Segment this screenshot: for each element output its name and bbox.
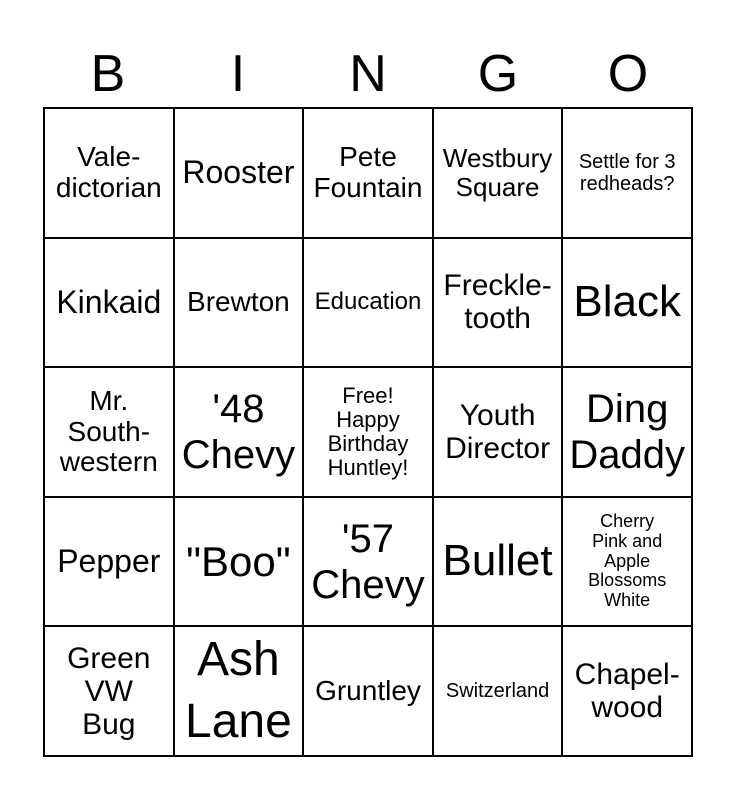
header-letter-b: B [90,45,126,103]
header-letter-n: N [349,45,387,103]
bingo-cell[interactable]: "Boo" [174,497,304,627]
bingo-cell[interactable]: Switzerland [433,626,563,756]
bingo-cell[interactable]: Education [303,238,433,368]
bingo-cell[interactable]: Pepper [44,497,174,627]
bingo-cell[interactable]: Gruntley [303,626,433,756]
bingo-cell[interactable]: Bullet [433,497,563,627]
bingo-cell[interactable]: Brewton [174,238,304,368]
bingo-header [43,40,693,108]
bingo-cell[interactable]: Kinkaid [44,238,174,368]
free-space: Free! Happy Birthday Huntley! [303,367,433,497]
header-letter-o: O [607,45,649,103]
bingo-cell[interactable]: Rooster [174,108,304,238]
bingo-cell[interactable]: '48 Chevy [174,367,304,497]
header-letter-g: G [477,45,519,103]
bingo-cell[interactable]: Vale- dictorian [44,108,174,238]
bingo-cell[interactable]: Youth Director [433,367,563,497]
bingo-cell[interactable]: Chapel- wood [562,626,692,756]
bingo-cell[interactable]: Ding Daddy [562,367,692,497]
bingo-cell[interactable]: Black [562,238,692,368]
bingo-cell[interactable]: Green VW Bug [44,626,174,756]
bingo-cell[interactable]: Freckle- tooth [433,238,563,368]
bingo-cell[interactable]: Ash Lane [174,626,304,756]
bingo-cell[interactable]: Pete Fountain [303,108,433,238]
bingo-cell[interactable]: '57 Chevy [303,497,433,627]
bingo-cell[interactable]: Cherry Pink and Apple Blossoms White [562,497,692,627]
bingo-cell[interactable]: Settle for 3 redheads? [562,108,692,238]
header-letter-i: I [230,45,246,103]
bingo-card [43,107,693,757]
bingo-cell[interactable]: Westbury Square [433,108,563,238]
bingo-cell[interactable]: Mr. South- western [44,367,174,497]
